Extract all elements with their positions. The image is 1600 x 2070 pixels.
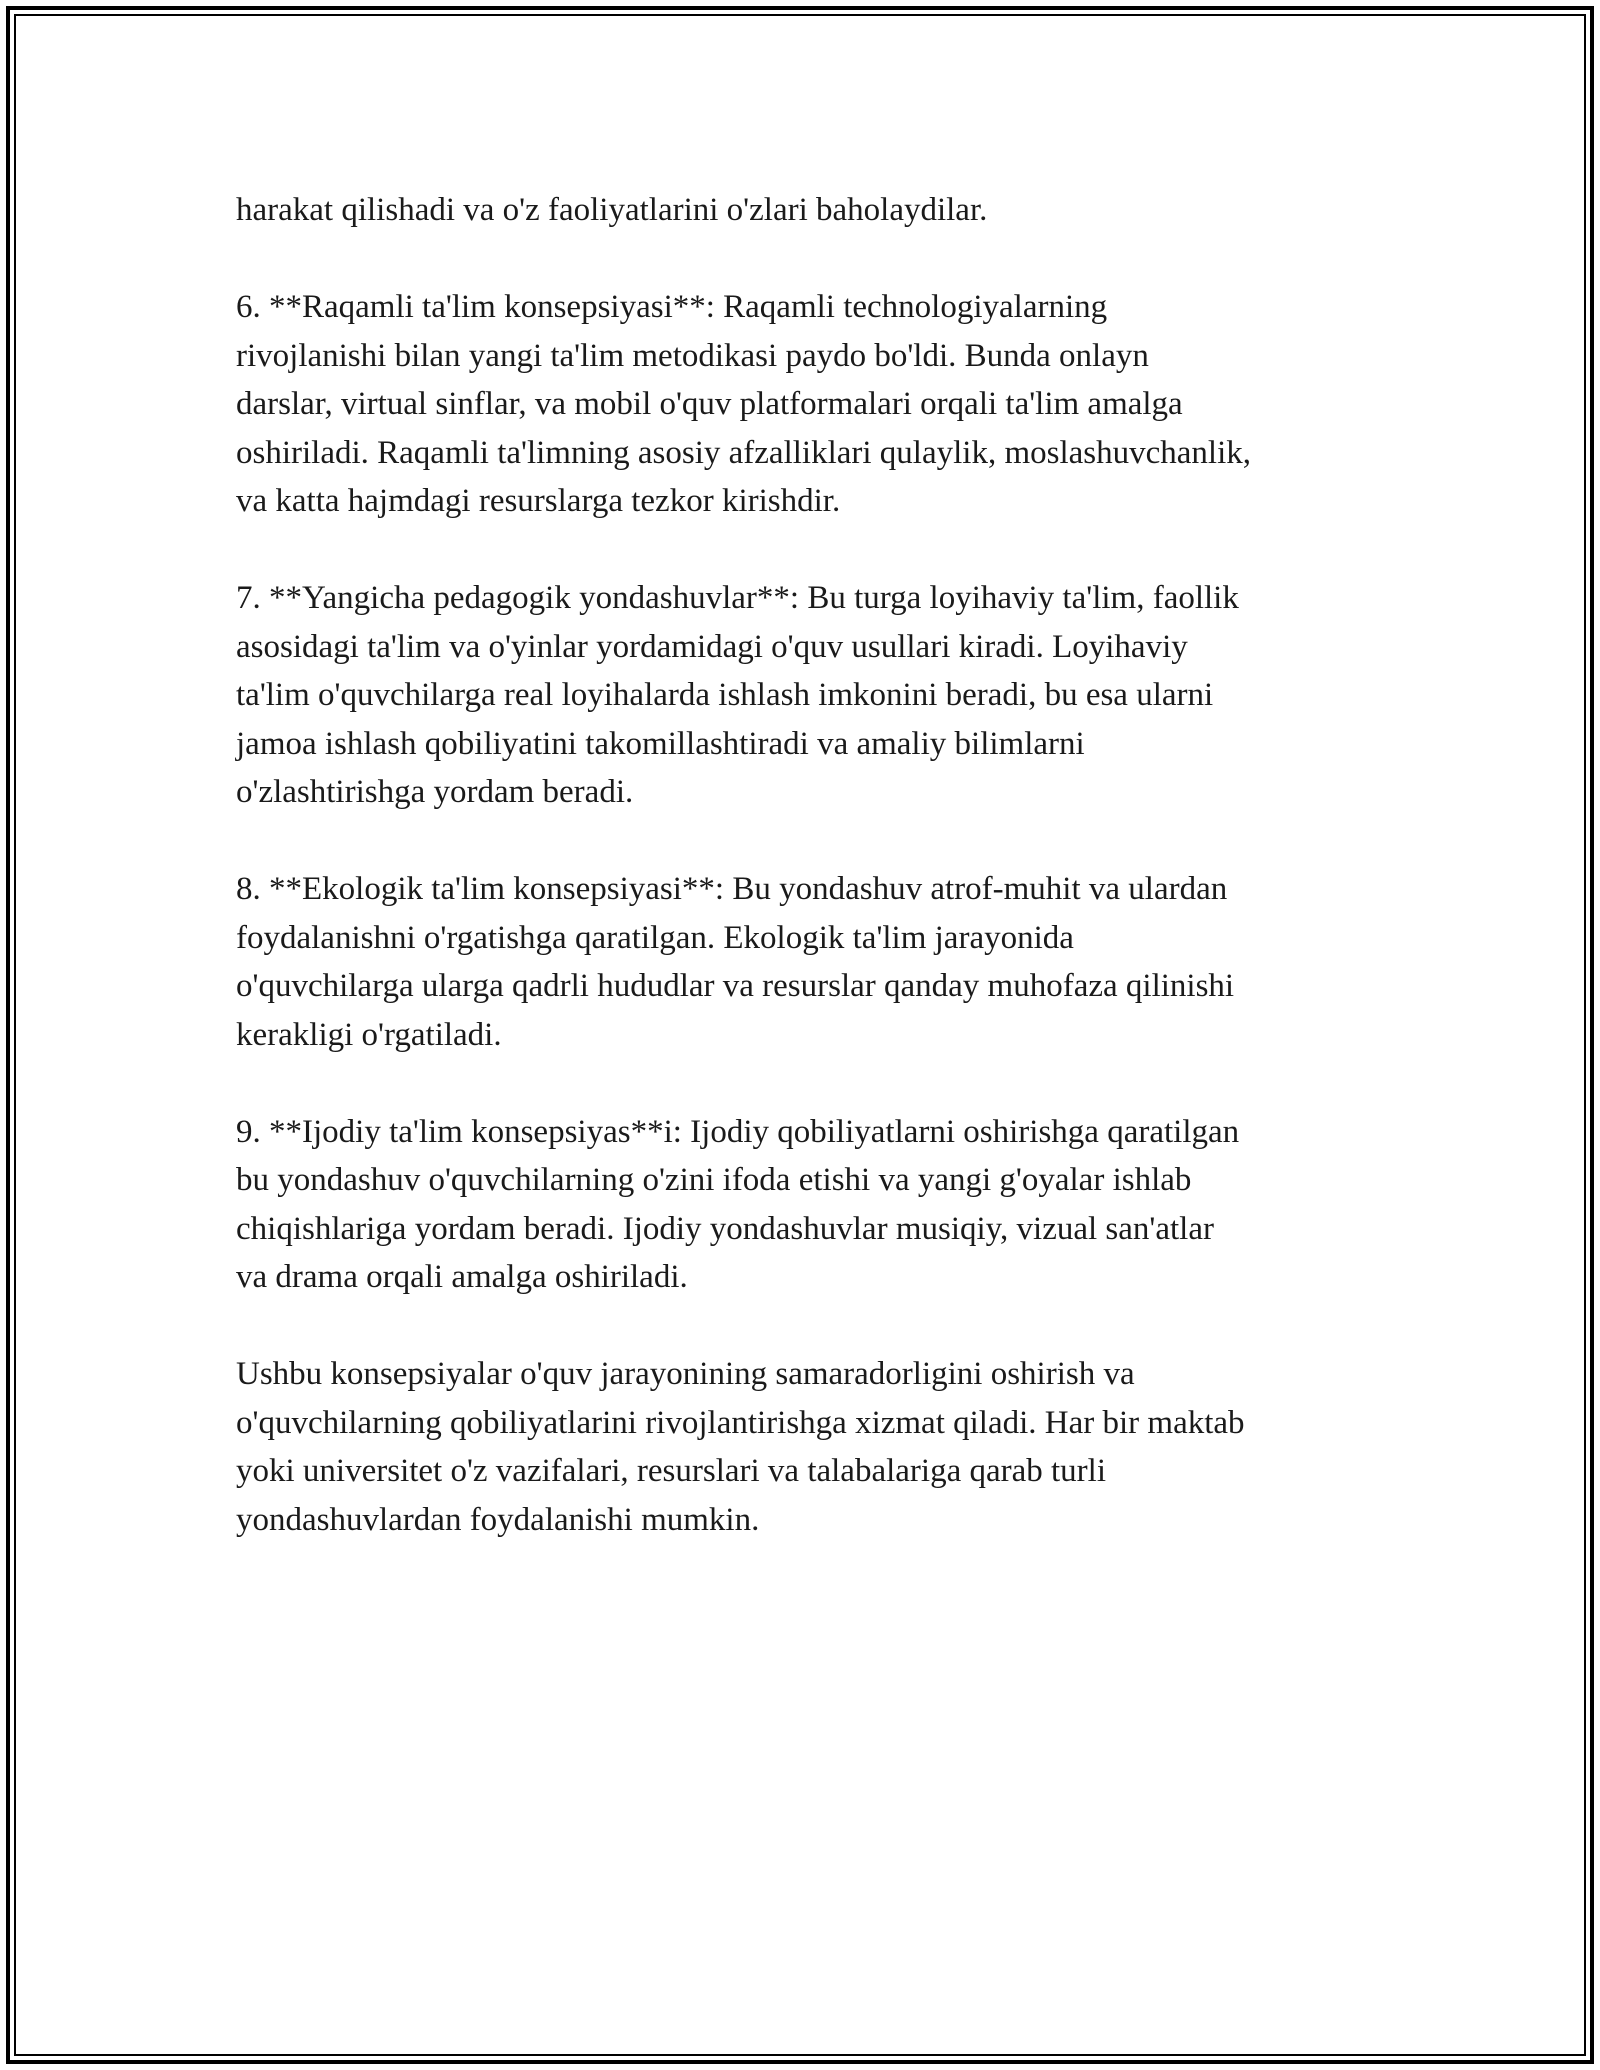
text-line: 8. **Ekologik ta'lim konsepsiyasi**: Bu yondashuv atrof-muhit va ulardan (236, 871, 1228, 907)
text-line: yondashuvlardan foydalanishi mumkin. (236, 1501, 760, 1538)
text-line: chiqishlariga yordam beradi. Ijodiy yondashuvlar musiqiy, vizual san'atlar (236, 1210, 1214, 1247)
text-line: asosidagi ta'lim va o'yinlar yordamidagi o'quv usullari kiradi. Loyihaviy (236, 628, 1188, 665)
text-line: ta'lim o'quvchilarga real loyihalarda ishlash imkonini beradi, bu esa ularni (236, 677, 1214, 713)
text-line: darslar, virtual sinflar, va mobil o'quv platformalari orqali ta'lim amalga (236, 386, 1183, 422)
text-line: 6. **Raqamli ta'lim konsepsiyasi**: Raqamli technologiyalarning (236, 289, 1108, 325)
text-line: 9. **Ijodiy ta'lim konsepsiyas**i: Ijodiy qobiliyatlarni oshirishga qaratilgan (236, 1113, 1240, 1150)
paragraph-conclusion (236, 1350, 1386, 1544)
paragraph-item-7 (236, 574, 1386, 817)
paragraph-item-9 (236, 1108, 1386, 1302)
text-line: va katta hajmdagi resurslarga tezkor kirishdir. (236, 483, 841, 519)
paragraph-item-8 (236, 865, 1386, 1059)
text-line: va drama orqali amalga oshiriladi. (236, 1259, 688, 1295)
paragraph-item-6 (236, 283, 1386, 526)
document-body (236, 186, 1386, 1593)
text-line: yoki universitet o'z vazifalari, resurslari va talabalariga qarab turli (236, 1453, 1106, 1489)
text-line: o'quvchilarga ularga qadrli hududlar va resurslar qanday muhofaza qilinishi (236, 968, 1235, 1004)
text-line: bu yondashuv o'quvchilarning o'zini ifoda etishi va yangi g'oyalar ishlab (236, 1162, 1192, 1198)
text-line: 7. **Yangicha pedagogik yondashuvlar**: Bu turga loyihaviy ta'lim, faollik (236, 580, 1239, 616)
text-line: o'quvchilarning qobiliyatlarini rivojlantirishga xizmat qiladi. Har bir maktab (236, 1404, 1245, 1441)
text-line: oshiriladi. Raqamli ta'limning asosiy afzalliklari qulaylik, moslashuvchanlik, (236, 434, 1252, 471)
text-line: rivojlanishi bilan yangi ta'lim metodikasi paydo bo'ldi. Bunda onlayn (236, 337, 1149, 374)
text-line: Ushbu konsepsiyalar o'quv jarayonining samaradorligini oshirish va (236, 1356, 1135, 1392)
text-line: jamoa ishlash qobiliyatini takomillashtiradi va amaliy bilimlarni (236, 725, 1085, 762)
text-line: o'zlashtirishga yordam beradi. (236, 774, 634, 810)
text-line: harakat qilishadi va o'z faoliyatlarini o'zlari baholaydilar. (236, 192, 988, 228)
text-line: kerakligi o'rgatiladi. (236, 1016, 502, 1053)
text-line: foydalanishni o'rgatishga qaratilgan. Ekologik ta'lim jarayonida (236, 919, 1074, 956)
paragraph-continuation (236, 186, 1386, 235)
